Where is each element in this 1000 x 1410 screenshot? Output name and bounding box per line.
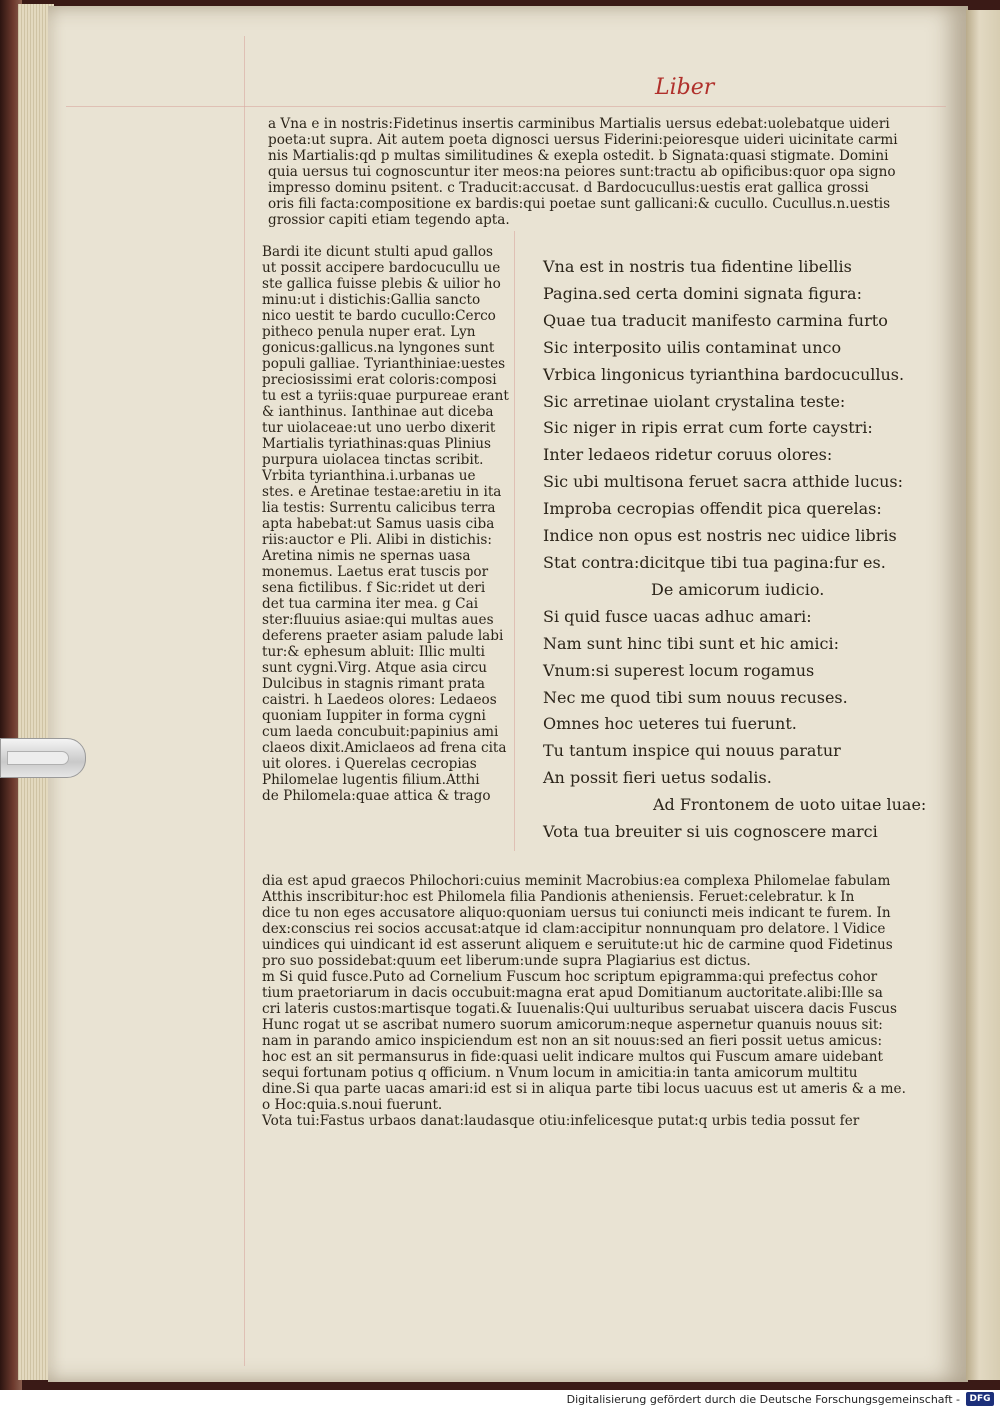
commentary-line: cum laeda concubuit:papinius ami: [262, 724, 499, 740]
poem-line: Pagina.sed certa domini signata figura:: [543, 283, 862, 303]
poem-line: Stat contra:dicitque tibi tua pagina:fur es.: [543, 552, 886, 572]
facing-page-edge: [966, 10, 1000, 1380]
commentary-line: tium praetoriarum in dacis occubuit:magna erat apud Domitianum auctoritate.alibi:Ille sa: [262, 985, 883, 1001]
commentary-line: quoniam Iuppiter in forma cygni: [262, 708, 486, 724]
poem-line: Vnum:si superest locum rogamus: [543, 660, 815, 680]
commentary-line: dine.Si qua parte uacas amari:id est si in aliqua parte tibi locus uacuus est ut ameris & a me.: [262, 1081, 906, 1097]
poem-text: [543, 254, 926, 846]
commentary-line: uit olores. i Querelas cecropias: [262, 756, 477, 772]
commentary-line: oris fili facta:compositione ex bardis:qui poetae sunt gallicani:& cucullo. Cucullus.n.uestis: [268, 196, 891, 212]
commentary-line: preciosissimi erat coloris:composi: [262, 372, 497, 388]
commentary-line: grossior capiti etiam tegendo apta.: [268, 212, 510, 228]
commentary-line: dia est apud graecos Philochori:cuius meminit Macrobius:ea complexa Philomelae fabulam: [262, 873, 891, 889]
footer-bar: [0, 1390, 1000, 1410]
poem-line: Vna est in nostris tua fidentine libellis: [543, 257, 852, 276]
ruling-line-column: [514, 231, 515, 851]
commentary-line: a Vna e in nostris:Fidetinus insertis carminibus Martialis uersus edebat:uolebatque uideri: [268, 116, 890, 132]
commentary-line: Philomelae lugentis filium.Atthi: [262, 772, 480, 788]
commentary-line: ste gallica fuisse plebis & uilior ho: [262, 276, 501, 292]
commentary-line: Atthis inscribitur:hoc est Philomela filia Pandionis atheniensis. Feruet:celebratur. k In: [262, 889, 855, 905]
commentary-line: Bardi ite dicunt stulti apud gallos: [262, 244, 494, 260]
commentary-bottom: [262, 873, 906, 1129]
commentary-line: tur uiolaceae:ut uno uerbo dixerit: [262, 420, 496, 436]
ruling-line-left: [244, 36, 245, 1366]
commentary-line: Hunc rogat ut se ascribat numero suorum amicorum:neque aspernetur quanuis nouus sit:: [262, 1017, 883, 1033]
commentary-line: Aretina nimis ne spernas uasa: [262, 548, 471, 564]
funding-credit: Digitalisierung gefördert durch die Deutsche Forschungsgemeinschaft -: [566, 1393, 960, 1406]
commentary-line: riis:auctor e Pli. Alibi in distichis:: [262, 532, 492, 548]
commentary-line: purpura uiolacea tinctas scribit.: [262, 452, 484, 468]
poem-line: An possit fieri uetus sodalis.: [543, 768, 772, 788]
commentary-line: apta habebat:ut Samus uasis ciba: [262, 516, 495, 532]
commentary-line: impresso dominu psitent. c Traducit:accusat. d Bardocucullus:uestis erat gallica grossi: [268, 180, 869, 196]
commentary-line: cri lateris custos:martisque togati.& Iuuenalis:Qui uulturibus seruabat uiscera dacis Fuscus: [262, 1001, 898, 1017]
commentary-line: sena fictilibus. f Sic:ridet ut deri: [262, 580, 486, 596]
commentary-line: Vota tui:Fastus urbaos danat:laudasque otiu:infelicesque putat:q urbis tedia possut fer: [262, 1113, 860, 1129]
poem-line: Indice non opus est nostris nec uidice libris: [543, 526, 897, 546]
poem-line: Sic ubi multisona feruet sacra atthide lucus:: [543, 472, 904, 492]
poem-line: Vrbica lingonicus tyrianthina bardocucullus.: [543, 364, 905, 384]
commentary-line: minu:ut i distichis:Gallia sancto: [262, 292, 481, 308]
commentary-line: sunt cygni.Virg. Atque asia circu: [262, 660, 488, 676]
poem-line: Sic interposito uilis contaminat unco: [543, 337, 842, 357]
commentary-line: tur:& ephesum abluit: Illic multi: [262, 644, 485, 660]
commentary-line: ut possit accipere bardocucullu ue: [262, 260, 501, 276]
commentary-line: o Hoc:quia.s.noui fuerunt.: [262, 1097, 443, 1113]
poem-line: Nam sunt hinc tibi sunt et hic amici:: [543, 633, 839, 653]
commentary-left-column: [262, 244, 509, 804]
commentary-line: ster:fluuius asiae:qui multas aues: [262, 612, 494, 628]
commentary-line: tu est a tyriis:quae purpureae erant: [262, 388, 509, 404]
commentary-line: claeos dixit.Amiclaeos ad frena cita: [262, 740, 507, 756]
commentary-line: nis Martialis:qd p multas similitudines & exepla ostedit. b Signata:quasi stigmate. Domini: [268, 148, 889, 164]
commentary-line: lia testis: Surrentu calicibus terra: [262, 500, 496, 516]
section-heading: Ad Frontonem de uoto uitae luae:: [653, 795, 927, 815]
commentary-line: m Si quid fusce.Puto ad Cornelium Fuscum hoc scriptum epigramma:qui prefectus cohor: [262, 969, 878, 985]
commentary-line: nam in parando amico inspiciendum est non an sit nouus:sed an fieri possit uetus amicus:: [262, 1033, 883, 1049]
commentary-line: quia uersus tui cognoscuntur iter meos:na peiores sunt:tractu ab opificibus:quor opa signo: [268, 164, 896, 180]
commentary-line: uindices qui uindicant id est asserunt aliquem e seruitute:ut hic de carmine quod Fidetinus: [262, 937, 893, 953]
commentary-line: Martialis tyriathinas:quas Plinius: [262, 436, 492, 452]
commentary-line: dice tu non eges accusatore aliquo:quoniam uersus tui coniuncti meis indicant te furem. In: [262, 905, 891, 921]
ruling-line-top: [66, 106, 946, 107]
poem-line: Omnes hoc ueteres tui fuerunt.: [543, 714, 797, 734]
running-head: Liber: [655, 75, 715, 100]
commentary-line: dex:conscius rei socios accusat:atque id clam:accipitur nonnunquam pro delatore. l Vidice: [262, 921, 886, 937]
commentary-line: sequi fortunam potius q officium. n Vnum locum in amicitia:in tanta amicorum multitu: [262, 1065, 858, 1081]
dfg-logo: DFG: [966, 1392, 994, 1406]
commentary-line: monemus. Laetus erat tuscis por: [262, 564, 489, 580]
commentary-line: pro suo possidebat:quum eet liberum:unde supra Plagiarius est dictus.: [262, 953, 751, 969]
commentary-line: poeta:ut supra. Ait autem poeta dignosci uersus Fiderini:peioresque uideri uicinitate carmi: [268, 132, 898, 148]
poem-line: Si quid fusce uacas adhuc amari:: [543, 606, 812, 626]
poem-line: Sic niger in ripis errat cum forte caystri:: [543, 418, 873, 438]
poem-line: Sic arretinae uiolant crystalina teste:: [543, 391, 846, 411]
commentary-top: [268, 116, 898, 228]
page-clip: [0, 738, 86, 778]
commentary-line: & ianthinus. Ianthinae aut diceba: [262, 404, 494, 420]
poem-line: Tu tantum inspice qui nouus paratur: [543, 741, 841, 761]
commentary-line: hoc est an sit permansurus in fide:quasi uelit indicare multos qui Fuscum amare uidebant: [262, 1049, 883, 1065]
poem-line: Vota tua breuiter si uis cognoscere marci: [543, 822, 878, 842]
commentary-line: stes. e Aretinae testae:aretiu in ita: [262, 484, 502, 500]
commentary-line: det tua carmina iter mea. g Cai: [262, 596, 479, 612]
commentary-line: pitheco penula nuper erat. Lyn: [262, 324, 476, 340]
poem-line: Quae tua traducit manifesto carmina furto: [543, 310, 888, 330]
commentary-line: populi galliae. Tyrianthiniae:uestes: [262, 356, 506, 372]
commentary-line: deferens praeter asiam palude labi: [262, 628, 504, 644]
poem-line: Nec me quod tibi sum nouus recuses.: [543, 687, 848, 707]
poem-line: Inter ledaeos ridetur coruus olores:: [543, 445, 833, 465]
poem-line: Improba cecropias offendit pica querelas:: [543, 499, 882, 519]
section-heading: De amicorum iudicio.: [651, 579, 825, 599]
commentary-line: nico uestit te bardo cucullo:Cerco: [262, 308, 496, 324]
commentary-line: caistri. h Laedeos olores: Ledaeos: [262, 692, 497, 708]
commentary-line: Dulcibus in stagnis rimant prata: [262, 676, 486, 692]
commentary-line: de Philomela:quae attica & trago: [262, 788, 491, 804]
commentary-line: gonicus:gallicus.na lyngones sunt: [262, 340, 495, 356]
commentary-line: Vrbita tyrianthina.i.urbanas ue: [262, 468, 476, 484]
